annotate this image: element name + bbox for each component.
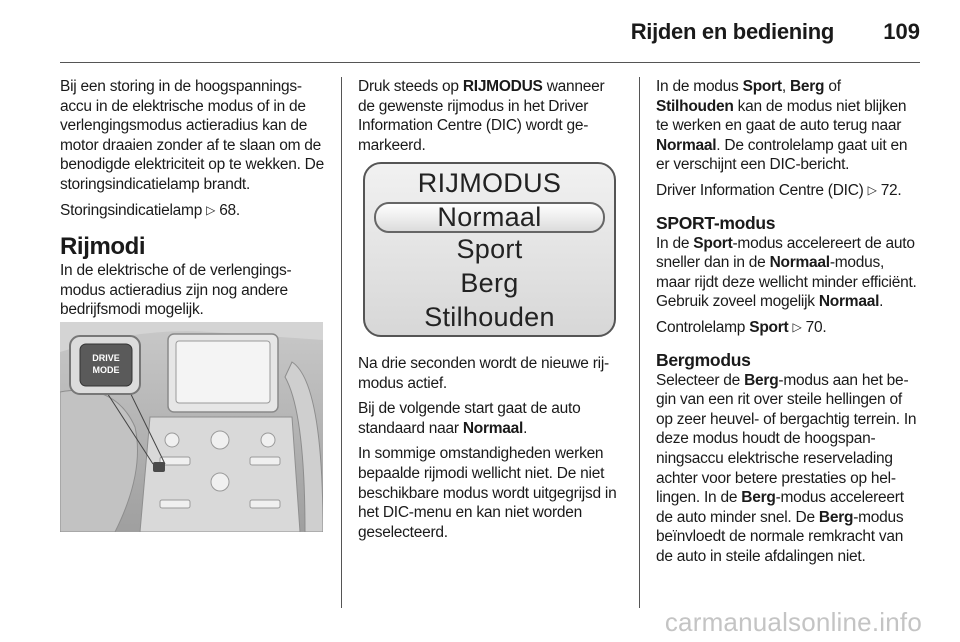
page-ref-icon: ▷ (867, 182, 877, 197)
subheading-sport-modus: SPORT-modus (656, 212, 776, 233)
paragraph-modus-terug: In de modus Sport, Berg of Stilhouden kan de modus niet blijken te werken en gaat de auto terug naar Normaal. De controlelamp gaat uit en er verschijnt een DIC-bericht. (656, 78, 908, 174)
column-divider-1 (341, 77, 342, 608)
dic-option: Sport (456, 234, 523, 264)
dic-title: RIJMODUS (417, 168, 562, 198)
page-ref-link[interactable]: 72. (880, 181, 902, 199)
dic-option: Stilhouden (424, 302, 555, 332)
paragraph-controlelamp-sport: Controlelamp Sport ▷ 70. (656, 318, 827, 336)
paragraph-volgende-start: Bij de volgende start gaat de auto standaard naar Normaal. (358, 400, 581, 437)
car-interior-illustration (60, 322, 323, 532)
dic-option: Berg (460, 268, 519, 298)
paragraph-omstandigheden: In sommige omstandigheden werken bepaalde rijmodi wellicht niet. De niet beschikbare modus wordt uitgegrijsd in het DIC-menu en kan niet worden geselecteerd. (358, 445, 617, 541)
column-2 (358, 77, 623, 161)
page-ref-icon: ▷ (792, 319, 802, 334)
paragraph-sport-modus: In de Sport-modus accelereert de auto sneller dan in de Normaal-modus, maar rijdt deze wellicht minder efficiënt. Gebruik zoveel mogelijk Normaal. (656, 234, 917, 311)
dic-option-selected: Normaal (437, 202, 542, 232)
page-ref-icon: ▷ (206, 202, 216, 217)
paragraph-dic-ref: Driver Information Centre (DIC) ▷ 72. (656, 181, 902, 199)
page-ref-link[interactable]: 68. (219, 201, 240, 219)
subheading-bergmodus: Bergmodus (656, 349, 751, 370)
drive-mode-button-illustration (60, 322, 323, 532)
svg-text:MODE: MODE (92, 365, 120, 375)
header-divider (60, 62, 920, 63)
column-3 (656, 77, 922, 572)
paragraph-drie-seconden: Na drie seconden wordt de nieuwe rijmodus actief. (358, 355, 610, 392)
paragraph-storingsindicatielamp: Storingsindicatielamp ▷ 68. (60, 201, 240, 219)
svg-text:DRIVE: DRIVE (92, 353, 120, 363)
watermark: carmanualsonline.info (664, 607, 922, 637)
page-ref-link[interactable]: 70. (805, 318, 827, 336)
column-divider-2 (639, 77, 640, 608)
paragraph-rijmodus-knop: Druk steeds op RIJMODUS wanneer de gewenste rijmodus in het Driver Information Centre (DIC) wordt gemarkeerd. (358, 78, 605, 154)
column-1 (60, 77, 325, 326)
page-number: 109 (883, 19, 920, 44)
column-2-lower (358, 354, 626, 548)
paragraph-bergmodus: Selecteer de Berg-modus aan het begin van een rit over steile hellingen of op zeer heuvel- of bergachtig terrein. In deze modus houdt de hoogspanningsaccu elektrische reservelading achter voor betere prestaties op hellingen. In de Berg-modus accelereert de auto minder snel. De Berg-modus beïnvloedt de normale remkracht van de auto in steile afdalingen niet. (656, 371, 917, 565)
paragraph-rijmodi: In de elektrische of de verlengingsmodus actieradius zijn nog andere bedrijfsmodi mogelijk. (60, 262, 292, 319)
section-heading-rijmodi: Rijmodi (60, 233, 146, 261)
page-title: Rijden en bediening (630, 19, 834, 44)
dic-rijmodus-display (363, 162, 616, 337)
paragraph-storing: Bij een storing in de hoogspanningsaccu in de elektrische modus of in de verlengingsmodus actieradius kan de motor draaien zonder af te slaan om de benodigde elektriciteit op te wekken. De storingsindicatielamp brandt. (60, 78, 324, 193)
